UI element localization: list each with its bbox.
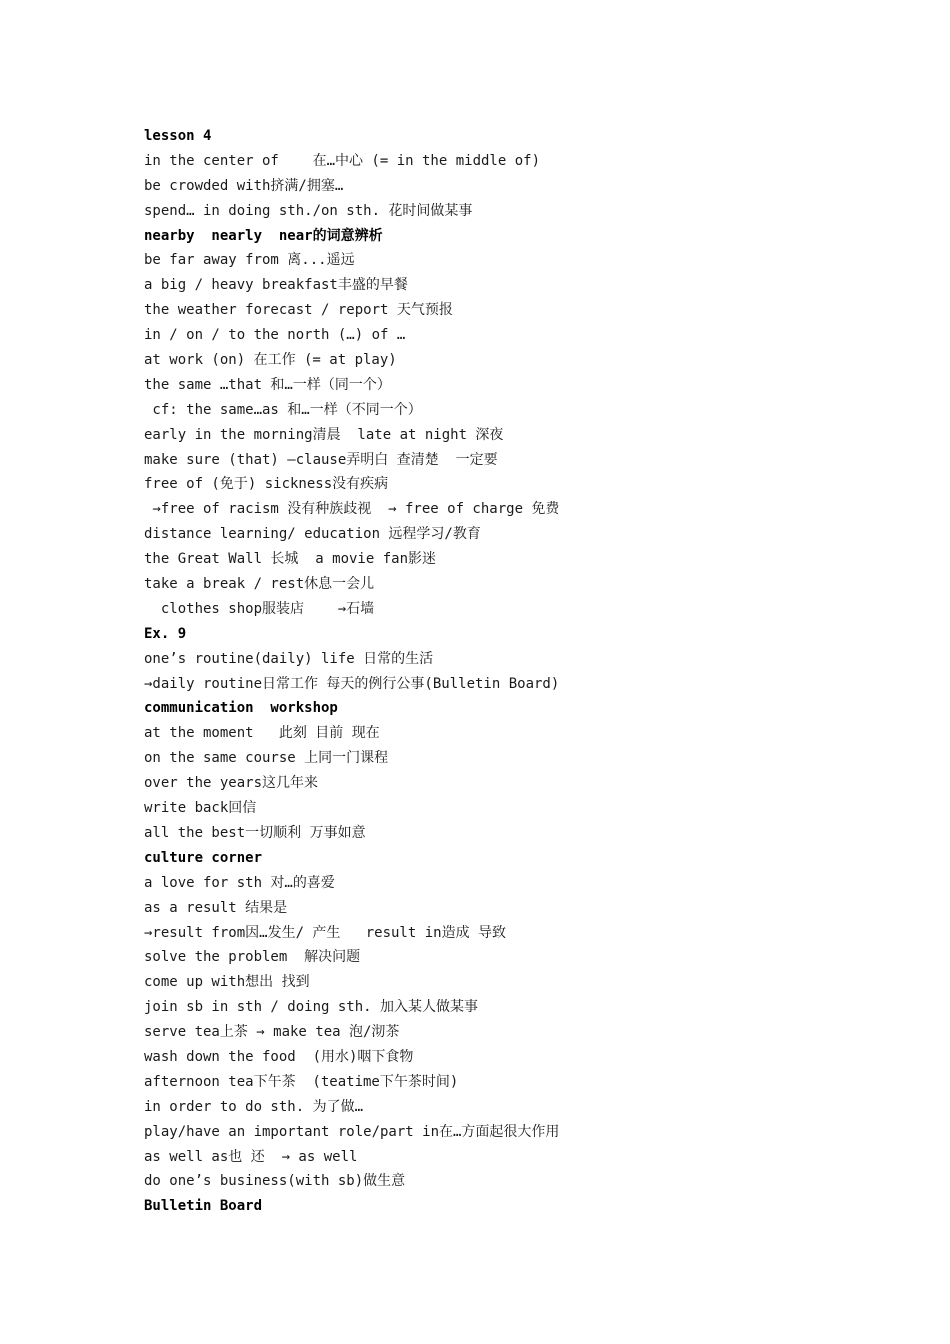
section-heading: Bulletin Board — [144, 1198, 263, 1215]
vocab-line: →daily routine日常工作 每天的例行公事(Bulletin Board) — [144, 675, 560, 692]
vocab-line: at work (on) 在工作 (= at play) — [144, 352, 397, 369]
vocab-line: one’s routine(daily) life 日常的生活 — [144, 650, 434, 667]
vocab-line: →result from因…发生/ 产生 result in造成 导致 — [144, 924, 507, 941]
section-heading: nearby nearly near的词意辨析 — [144, 227, 383, 244]
vocab-line: wash down the food (用水)咽下食物 — [144, 1048, 414, 1065]
vocab-line: join sb in sth / doing sth. 加入某人做某事 — [144, 999, 479, 1016]
vocab-line: the weather forecast / report 天气预报 — [144, 302, 453, 319]
vocab-line: a love for sth 对…的喜爱 — [144, 874, 335, 891]
vocab-line: be crowded with挤满/拥塞… — [144, 177, 344, 194]
vocab-line: all the best一切顺利 万事如意 — [144, 824, 366, 841]
vocab-line: on the same course 上同一门课程 — [144, 750, 389, 767]
vocab-line: make sure (that) –clause弄明白 查清楚 一定要 — [144, 451, 498, 468]
vocab-line: play/have an important role/part in在…方面起很大作用 — [144, 1123, 560, 1140]
vocab-line: cf: the same…as 和…一样（不同一个） — [144, 401, 422, 418]
vocab-line: clothes shop服装店 →石墙 — [144, 600, 375, 617]
section-heading: communication workshop — [144, 700, 338, 717]
vocab-line: the Great Wall 长城 a movie fan影迷 — [144, 551, 437, 568]
vocab-line: come up with想出 找到 — [144, 974, 310, 991]
vocab-line: take a break / rest休息一会儿 — [144, 576, 375, 593]
vocab-line: spend… in doing sth./on sth. 花时间做某事 — [144, 202, 473, 219]
vocab-line: do one’s business(with sb)做生意 — [144, 1173, 406, 1190]
vocab-line: afternoon tea下午茶 (teatime下午茶时间) — [144, 1073, 459, 1090]
section-heading: Ex. 9 — [144, 625, 187, 642]
vocab-line: solve the problem 解决问题 — [144, 949, 361, 966]
section-heading: culture corner — [144, 849, 263, 866]
vocab-line: in / on / to the north (…) of … — [144, 327, 406, 344]
vocab-line: over the years这几年来 — [144, 775, 319, 792]
vocab-line: serve tea上茶 → make tea 泡/沏茶 — [144, 1024, 400, 1041]
vocab-line: at the moment 此刻 目前 现在 — [144, 725, 380, 742]
vocab-line: write back回信 — [144, 800, 257, 817]
vocab-line: in the center of 在…中心 (= in the middle of) — [144, 152, 541, 169]
vocab-line: →free of racism 没有种族歧视 → free of charge 免费 — [144, 501, 560, 518]
vocab-line: the same …that 和…一样（同一个） — [144, 376, 391, 393]
vocab-line: as a result 结果是 — [144, 899, 288, 916]
vocab-line: distance learning/ education 远程学习/教育 — [144, 526, 481, 543]
vocab-line: be far away from 离...遥远 — [144, 252, 355, 269]
vocab-line: as well as也 还 → as well — [144, 1148, 358, 1165]
vocab-line: in order to do sth. 为了做… — [144, 1098, 364, 1115]
section-heading: lesson 4 — [144, 128, 212, 144]
document-page — [144, 124, 844, 1219]
vocab-line: free of (免于) sickness没有疾病 — [144, 476, 389, 493]
vocab-line: early in the morning清晨 late at night 深夜 — [144, 426, 504, 443]
vocab-line: a big / heavy breakfast丰盛的早餐 — [144, 277, 408, 294]
